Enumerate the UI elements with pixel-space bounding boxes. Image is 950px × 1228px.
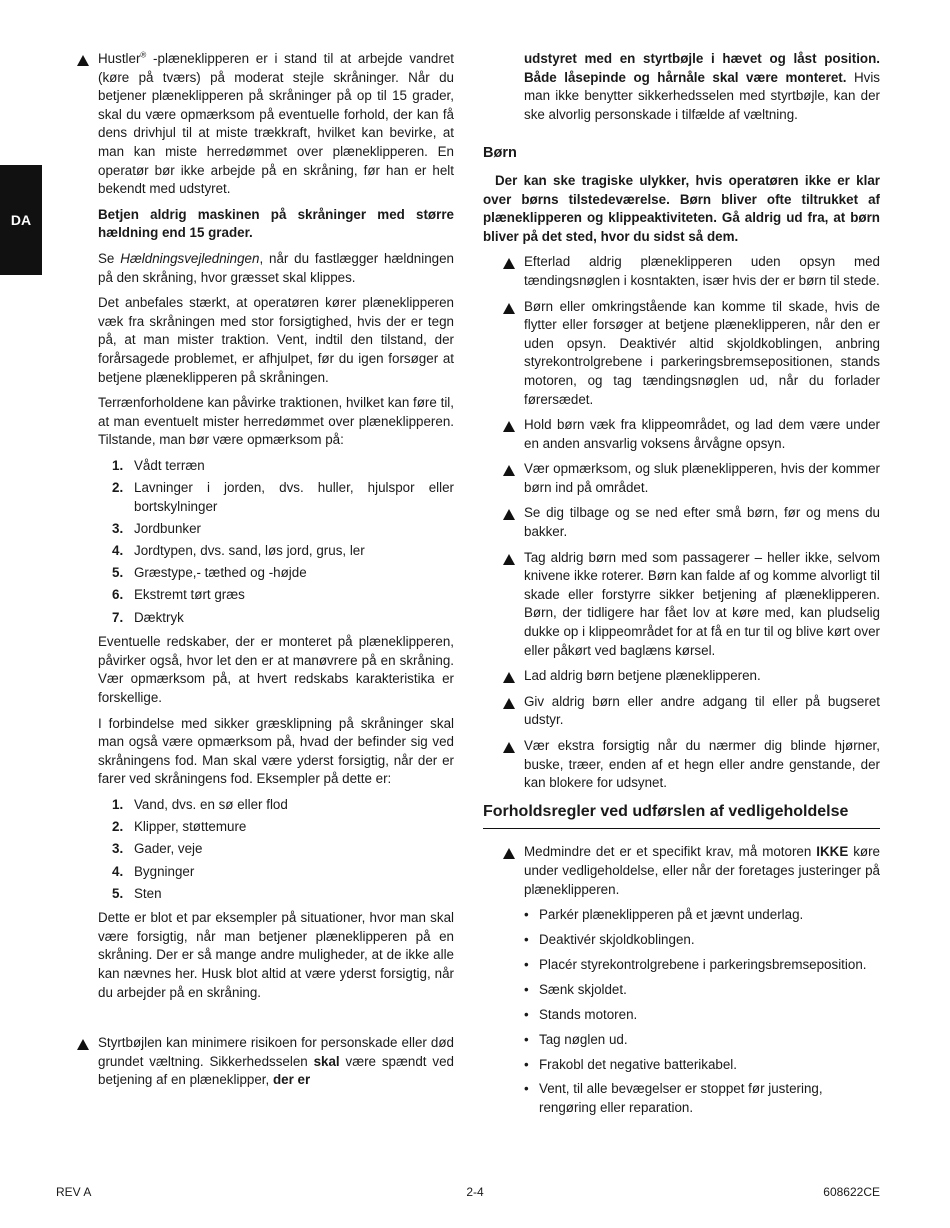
warning-item: Vær opmærksom, og sluk plæneklipperen, hvis der kommer børn ind på området. [524, 460, 880, 497]
footer-document-number: 608622CE [823, 1185, 880, 1199]
left-column [98, 50, 454, 1097]
maintenance-heading: Forholdsregler ved udførslen af vedligeholdelse [483, 803, 880, 830]
maintenance-warning: Medmindre det er et specifikt krav, må motoren IKKE køre under vedligeholdelse, eller når der foretages justeringer på plæneklipperen. [524, 843, 880, 899]
language-tab [0, 165, 42, 275]
list-item: 2. Lavninger i jorden, dvs. huller, hjulspor eller bortskylninger [112, 480, 454, 514]
terrain-conditions-list [98, 457, 454, 627]
list-item: 7. Dæktryk [112, 609, 184, 625]
list-item: 3. Jordbunker [112, 520, 201, 536]
warning-item: Vær ekstra forsigtig når du nærmer dig blinde hjørner, buske, træer, enden af et hegn eller andre genstande, der kan blokere for udsynet. [524, 737, 880, 793]
right-column [483, 50, 880, 1124]
list-item: 4. Bygninger [112, 863, 195, 879]
maintenance-steps-list [483, 906, 880, 1117]
warning-item: Giv aldrig børn eller andre adgang til eller på bugseret udstyr. [524, 693, 880, 730]
list-item: • Placér styrekontrolgrebene i parkeringsbremseposition. [524, 956, 880, 975]
list-item: • Frakobl det negative batterikabel. [524, 1056, 880, 1075]
list-item: 1. Vand, dvs. en sø eller flod [112, 796, 288, 812]
warning-item: Lad aldrig børn betjene plæneklipperen. [524, 667, 880, 686]
rops-warning: Styrtbøjlen kan minimere risikoen for personskade eller død grundet væltning. Sikkerhedsselen skal være spændt ved betjening af en plæneklipper, der er [98, 1034, 454, 1090]
slope-foot-paragraph: I forbindelse med sikker græsklipning på skråninger skal man også være opmærksom på, hvad der befinder sig ved skråningens fod. Man skal være yderst forsigtig, når der er farer ved skråningens fod. Eksempler på dette er: [98, 715, 454, 787]
list-item: 5. Græstype,- tæthed og -højde [112, 565, 307, 581]
list-item: 1. Vådt terræn [112, 457, 205, 473]
list-item: 5. Sten [112, 885, 162, 901]
registered-mark: ® [140, 50, 147, 60]
warning-item: Hold børn væk fra klippeområdet, og lad dem være under en anden ansvarlig voksens årvågne opsyn. [524, 416, 880, 453]
list-item: 3. Gader, veje [112, 841, 203, 857]
list-item: • Vent, til alle bevægelser er stoppet før justering, rengøring eller reparation. [524, 1080, 880, 1117]
warning-item: Tag aldrig børn med som passagerer – heller ikke, selvom knivene ikke roterer. Børn kan falde af og komme alvorligt til skade eller forstyrre sikker betjening af plæneklipperen. Børn, der tidligere har fået lov at køre med, kan pludselig dukke op i klippeområdet for at få en tur til og blive kørt over eller påkørt ved baglæns kørsel. [524, 549, 880, 661]
terrain-paragraph: Terrænforholdene kan påvirke traktionen, hvilket kan føre til, at man eventuelt mister herredømmet over plæneklipperen. Tilstande, man bør være opmærksom på: [98, 395, 454, 448]
brand-name: Hustler [98, 51, 141, 66]
attachments-paragraph: Eventuelle redskaber, der er monteret på plæneklipperen, påvirker også, hvor let den er at manøvrere på en skråning. Vær opmærksom på, at hvert redskabs karakteristika er forskellige. [98, 634, 454, 705]
list-item: • Sænk skjoldet. [524, 981, 880, 1000]
list-item: • Parkér plæneklipperen på et jævnt underlag. [524, 906, 880, 925]
examples-paragraph: Dette er blot et par eksempler på situationer, hvor man skal være forsigtig, når man betjener plæneklipperen på en skråning. Der er så mange andre muligheder, at de ikke alle kan nævnes her. Husk blot altid at være yderst forsigtig, når du arbejder på en skråning. [98, 910, 454, 1000]
warning-item: Børn eller omkringstående kan komme til skade, hvis de flytter eller forsøger at betjene plæneklipperen, når den er uden opsyn. Deaktivér altid skjoldkoblingen, anbring styrekontrolgrebene i parkeringsbremsepositionen, stands motoren, og tag tændingsnøglen ud, når du forlader førersædet. [524, 298, 880, 410]
warning-item: Se dig tilbage og se ned efter små børn, før og mens du bakker. [524, 504, 880, 541]
footer-page-number: 2-4 [466, 1185, 484, 1199]
slope-guide-reference: Se Hældningsvejledningen, når du fastlægger hældningen på den skråning, hvor græsset skal klippes. [98, 250, 454, 285]
traction-paragraph: Det anbefales stærkt, at operatøren kører plæneklipperen væk fra skråningen med stor forsigtighed, hvis der er tegn på, at man mister traktion. Vent, indtil den tilstand, der forårsagede problemet, er afhjulpet, før du igen forsøger at betjene plæneklipperen på skråningen. [98, 295, 454, 385]
list-item: • Tag nøglen ud. [524, 1031, 880, 1050]
rops-warning-continued: udstyret med en styrtbøjle i hævet og låst position. Både låsepinde og hårnåle skal være monteret. Hvis man ikke benytter sikkerhedsselen med styrtbøjle, kan der ske alvorlig personskade i tilfælde af væltning. [524, 51, 880, 122]
hazards-list [98, 796, 454, 903]
list-item: 4. Jordtypen, dvs. sand, løs jord, grus, ler [112, 543, 365, 559]
list-item: • Stands motoren. [524, 1006, 880, 1025]
language-tab-label: DA [10, 212, 32, 228]
footer-revision: REV A [56, 1185, 92, 1199]
intro-text: -plæneklipperen er i stand til at arbejde vandret (køre på tværs) på moderat stejle skråninger. Når du betjener plæneklipperen på skråninger på op til 15 grader, skal du være opmærksom på eventuelle forhold, der kan få dens drivhjul til at miste trækkraft, hvilket kan bevirke, at man kan miste herredømmet over plæneklipperen. En operatør bør ikke arbejde på en skråning, før han er helt bekendt med udstyret. [98, 51, 454, 197]
intro-warning [98, 50, 454, 199]
list-item: 2. Klipper, støttemure [112, 819, 247, 835]
list-item: • Deaktivér skjoldkoblingen. [524, 931, 880, 950]
children-heading: Børn [483, 145, 517, 162]
list-item: 6. Ekstremt tørt græs [112, 587, 245, 603]
slope-guide-title: Hældningsvejledningen [120, 250, 260, 266]
children-lead: Der kan ske tragiske ulykker, hvis operatøren ikke er klar over børns tilstedeværelse. Børn bliver ofte tiltrukket af plæneklipperen og klippeaktiviteten. Gå aldrig ud fra, at børn bliver på det sted, hvor du sidst så dem. [483, 172, 880, 244]
warning-item: Efterlad aldrig plæneklipperen uden opsyn med tændingsnøglen i kosntakten, især hvis der er børn til stede. [524, 253, 880, 290]
slope-limit-warning: Betjen aldrig maskinen på skråninger med større hældning end 15 grader. [98, 206, 454, 241]
